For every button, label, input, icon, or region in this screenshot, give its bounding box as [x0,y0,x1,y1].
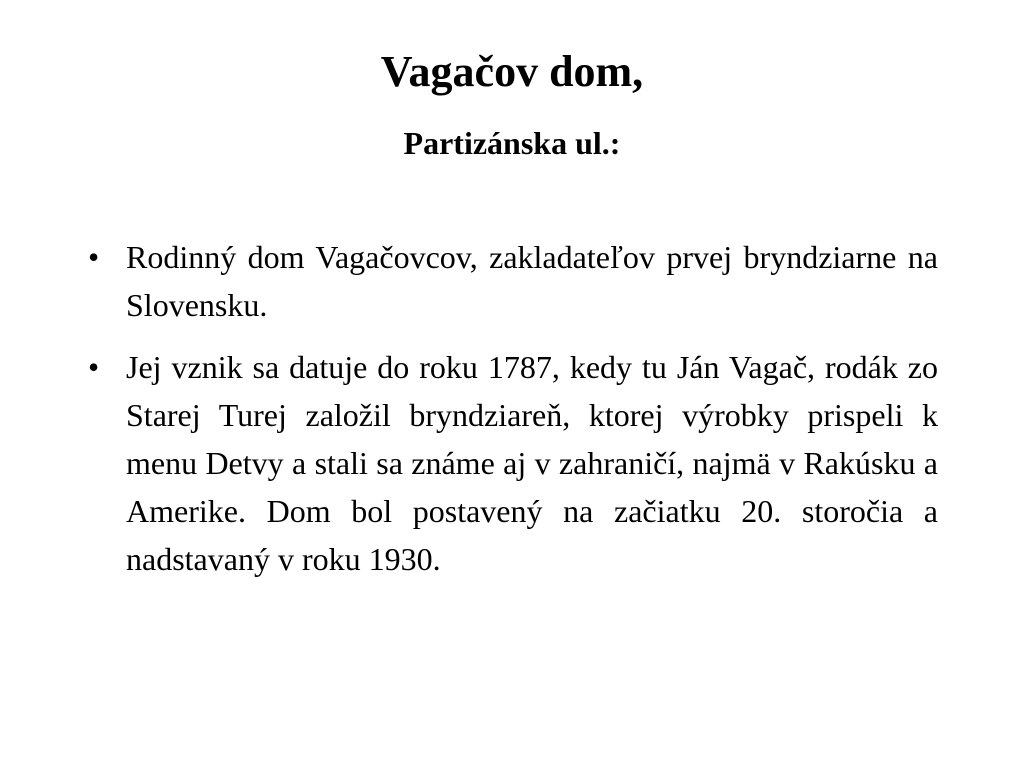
bullet-text: Rodinný dom Vagačovcov, zakladateľov prvej bryndziarne na Slovensku. [126,239,938,323]
bullet-item [86,233,938,329]
bullet-icon: • [88,349,100,385]
bullet-text: Jej vznik sa datuje do roku 1787, kedy tu Ján Vagač, rodák zo Starej Turej založil bryndziareň, ktorej výrobky prispeli k menu Detvy a stali sa známe aj v zahraničí, najmä v Rakúsku a Amerike. Dom bol postavený na začiatku 20. storočia a nadstavaný v roku 1930. [126,349,938,577]
slide-title: Vagačov dom, [380,47,644,96]
slide-subtitle: Partizánska ul.: [403,125,621,161]
bullet-item [86,343,938,583]
bullet-list [86,233,938,597]
bullet-icon: • [88,239,100,275]
